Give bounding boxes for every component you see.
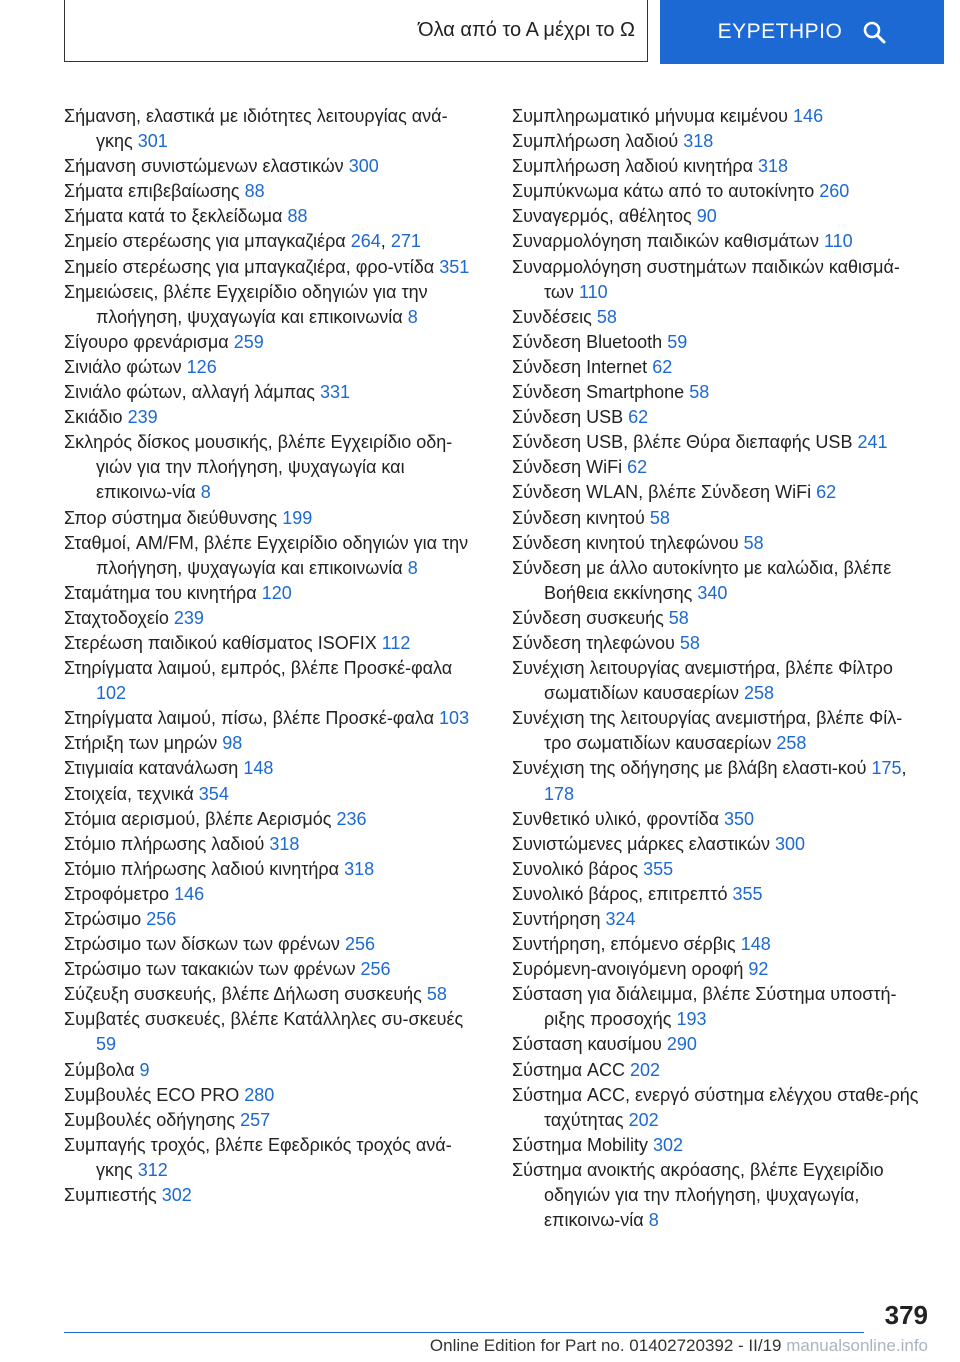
index-entry-text: Στρώσιμο [64, 909, 142, 929]
page-link[interactable]: 264 [350, 231, 381, 252]
index-entry [64, 154, 484, 179]
page-link[interactable]: 354 [198, 783, 229, 804]
index-entry-text: Σύνδεση Smartphone [512, 382, 685, 403]
index-entry-text: Σύζευξη συσκευής, βλέπε Δήλωση συσκευής [64, 984, 422, 1005]
index-entry-text: Συμπλήρωση λαδιού κινητήρα [512, 156, 753, 177]
index-entry [512, 104, 928, 129]
page-link[interactable]: 301 [137, 131, 168, 152]
index-entry [64, 581, 484, 606]
index-entry-text: Σήματα κατά το ξεκλείδωμα [64, 206, 283, 227]
index-entry [512, 832, 928, 857]
index-entry [512, 455, 928, 480]
index-entry-text: Σύστημα ACC [512, 1059, 625, 1080]
index-entry-text: Συνολικό βάρος [512, 858, 639, 879]
index-entry [512, 506, 928, 531]
index-entry-text: Συνιστώμενες μάρκες ελαστικών [512, 833, 771, 854]
index-entry-text: Σύνδεση συσκευής [512, 607, 664, 628]
page-link[interactable]: 256 [360, 959, 391, 980]
page-link[interactable]: 202 [628, 1109, 659, 1130]
page-link[interactable]: 202 [630, 1059, 661, 1080]
index-entry-text: Σύνδεση κινητού τηλεφώνου [512, 532, 739, 553]
index-entry-text: Στοιχεία, τεχνικά [64, 783, 194, 804]
page-number: 379 [884, 1300, 928, 1330]
index-entry [64, 882, 484, 907]
page-link[interactable]: 340 [697, 582, 728, 603]
footer [430, 1336, 928, 1356]
page-link[interactable]: 290 [666, 1034, 697, 1055]
page-link[interactable]: 175 [871, 758, 902, 779]
index-entry-text: Συντήρηση, επόμενο σέρβις [512, 934, 736, 955]
page-link[interactable]: 62 [652, 356, 673, 377]
index-entry-text: Στήριξη των μηρών [64, 733, 218, 754]
index-entry-text: Συναρμολόγηση παιδικών καθισμάτων [512, 231, 819, 252]
index-entry-text: Συνθετικό υλικό, φροντίδα [512, 808, 719, 829]
index-entry [512, 1032, 928, 1057]
index-entry-text: Σύστημα ανοικτής ακρόασης, βλέπε Εγχειρίδιο οδηγιών για την πλοήγηση, ψυχαγωγία, επικοινω-νία [512, 1159, 884, 1231]
index-entry [64, 907, 484, 932]
page-link[interactable]: 239 [173, 607, 204, 628]
index-entry [512, 380, 928, 405]
index-entry [64, 807, 484, 832]
page-link[interactable]: 90 [696, 206, 717, 227]
index-entry [64, 506, 484, 531]
index-entry-text: Συμπληρωματικό μήνυμα κειμένου [512, 106, 789, 126]
tab-index[interactable] [660, 0, 944, 64]
index-column-right [512, 104, 928, 1233]
index-entry-text: Συμβατές συσκευές, βλέπε Κατάλληλες συ-σκευές [64, 1009, 464, 1030]
index-entry-text: Συρόμενη-ανοιγόμενη οροφή [512, 959, 744, 980]
page-link[interactable]: 260 [819, 181, 850, 202]
index-entry [64, 1083, 484, 1108]
index-entry [512, 932, 928, 957]
index-entry-text: Σήμανση συνιστώμενων ελαστικών [64, 156, 344, 177]
page-link[interactable]: 256 [344, 934, 375, 955]
index-entry-text: Σύνδεση USB [512, 407, 624, 428]
page-link[interactable]: 302 [161, 1185, 192, 1206]
index-entry [64, 1108, 484, 1133]
tab-index-label: ΕΥΡΕΤΗΡΙΟ [717, 20, 843, 43]
page-link[interactable]: 318 [683, 131, 714, 152]
page-link[interactable]: 148 [740, 934, 771, 955]
page-link[interactable]: 241 [857, 432, 888, 453]
index-entry-text: Σύνδεση Internet [512, 356, 648, 377]
page-link[interactable]: 257 [240, 1109, 271, 1130]
index-entry-text: Σύνδεση WiFi [512, 457, 623, 478]
index-entry-text: Στρώσιμο των δίσκων των φρένων [64, 934, 340, 955]
page-link[interactable]: 355 [732, 883, 763, 904]
index-entry [512, 229, 928, 254]
index-entry [512, 1058, 928, 1083]
page-link[interactable]: 62 [628, 407, 649, 428]
index-entry [512, 430, 928, 455]
index-entry-text: Στόμιο πλήρωσης λαδιού κινητήρα [64, 858, 340, 879]
index-entry [64, 280, 484, 330]
index-entry [64, 782, 484, 807]
page-link[interactable]: 259 [233, 331, 264, 352]
page-link[interactable]: 280 [244, 1084, 275, 1105]
index-entry [64, 731, 484, 756]
index-entry-text: Σινιάλο φώτων, αλλαγή λάμπας [64, 382, 315, 403]
index-entry [512, 907, 928, 932]
page-link[interactable]: 350 [724, 808, 755, 829]
index-entry [64, 204, 484, 229]
index-entry [64, 756, 484, 781]
index-entry [64, 631, 484, 656]
index-entry [512, 882, 928, 907]
page-link[interactable]: 312 [137, 1159, 168, 1180]
index-entry-text: Σύνδεση τηλεφώνου [512, 632, 675, 653]
index-entry-text: Συμπαγής τροχός, βλέπε Εφεδρικός τροχός ανά-γκης [64, 1134, 452, 1180]
page-link[interactable]: 88 [244, 181, 265, 202]
index-entry-text: Συνδέσεις [512, 306, 592, 327]
index-entry [512, 606, 928, 631]
index-entry-text: Στιγμιαία κατανάλωση [64, 758, 239, 779]
index-entry [64, 1183, 484, 1208]
page-link[interactable]: 98 [222, 733, 243, 754]
index-entry-text: Στηρίγματα λαιμού, εμπρός, βλέπε Προσκέ-φαλα [64, 658, 453, 679]
page-link[interactable]: 58 [668, 607, 689, 628]
index-entry-text: Συναγερμός, αθέλητος [512, 206, 692, 227]
index-entry [512, 556, 928, 606]
page-link[interactable]: 324 [605, 909, 636, 929]
index-entry-text: Σύμβολα [64, 1059, 135, 1080]
index-entry-text: Συνέχιση της λειτουργίας ανεμιστήρα, βλέπε Φίλ-τρο σωματιδίων καυσαερίων [512, 708, 903, 754]
page-link[interactable]: 271 [390, 231, 421, 252]
index-entry [64, 1133, 484, 1183]
index-entry-text: Σημείο στερέωσης για μπαγκαζιέρα [64, 231, 346, 252]
index-entry-text: Σύστημα Mobility [512, 1134, 648, 1155]
index-entry-text: Συνέχιση της οδήγησης με βλάβη ελαστι-κού [512, 758, 867, 779]
index-entry-text: Σκληρός δίσκος μουσικής, βλέπε Εγχειρίδιο οδη-γιών για την πλοήγηση, ψυχαγωγία και επικοινω-νία [64, 432, 453, 503]
tab-alpha-label: Όλα από το Α μέχρι το Ω [418, 19, 635, 41]
index-entry-text: Σύνδεση Bluetooth [512, 331, 663, 352]
index-entry-text: Σημειώσεις, βλέπε Εγχειρίδιο οδηγιών για την πλοήγηση, ψυχαγωγία και επικοινωνία [64, 281, 428, 327]
index-entry [64, 957, 484, 982]
page-link[interactable]: 300 [348, 156, 379, 177]
index-entry-text: Σήμανση, ελαστικά με ιδιότητες λειτουργίας ανά-γκης [64, 106, 448, 152]
page-link[interactable]: 8 [648, 1210, 659, 1231]
page-link[interactable]: 300 [775, 833, 806, 854]
index-entry-text: Συμπλήρωση λαδιού [512, 131, 679, 152]
index-entry [64, 255, 484, 280]
index-entry [512, 631, 928, 656]
page-link[interactable]: 318 [269, 833, 300, 854]
page-link[interactable]: 8 [407, 557, 418, 578]
page-link[interactable]: 58 [679, 632, 700, 653]
page-link[interactable]: 258 [776, 733, 807, 754]
page-link[interactable]: 112 [381, 632, 411, 653]
index-entry-text: Σίγουρο φρενάρισμα [64, 331, 229, 352]
page-link[interactable]: 146 [174, 883, 205, 904]
page-link[interactable]: 351 [439, 256, 470, 277]
page-link[interactable]: 103 [439, 708, 470, 729]
page-link[interactable]: 58 [596, 306, 617, 327]
index-entry [512, 857, 928, 882]
index-entry-text: Στρώσιμο των τακακιών των φρένων [64, 959, 356, 980]
page-link[interactable]: 59 [96, 1034, 117, 1055]
index-entry-text: Σύνδεση WLAN, βλέπε Σύνδεση WiFi [512, 482, 812, 503]
page-link[interactable]: 146 [793, 106, 824, 126]
footer-brand: manualsonline.info [786, 1336, 928, 1355]
page-link[interactable]: 58 [426, 984, 447, 1005]
index-entry [512, 330, 928, 355]
page-link[interactable]: 58 [649, 507, 670, 528]
index-entry-text: Σινιάλο φώτων [64, 356, 182, 377]
page-link[interactable]: 318 [758, 156, 789, 177]
page-link[interactable]: 318 [344, 858, 375, 879]
page-link[interactable]: 8 [200, 482, 211, 503]
index-entry [512, 355, 928, 380]
index-entry [512, 656, 928, 706]
page-link[interactable]: 331 [319, 382, 351, 403]
index-entry [512, 179, 928, 204]
index-entry [64, 606, 484, 631]
index-entry [64, 706, 484, 731]
index-entry-text: Σκιάδιο [64, 407, 123, 428]
index-entry [64, 932, 484, 957]
index-entry-text: Σύνδεση USB, βλέπε Θύρα διεπαφής USB [512, 432, 853, 453]
index-entry-text: Σύνδεση με άλλο αυτοκίνητο με καλώδια, βλέπε Βοήθεια εκκίνησης [512, 557, 892, 603]
index-entry [64, 1058, 484, 1083]
index-entry-text: Στόμια αερισμού, βλέπε Αερισμός [64, 808, 332, 829]
index-entry-text: Σταχτοδοχείο [64, 607, 169, 628]
index-entry [64, 104, 484, 154]
page-link[interactable]: 193 [676, 1009, 707, 1030]
index-entry [64, 380, 484, 405]
index-entry [64, 656, 484, 706]
page-link[interactable]: 120 [261, 582, 292, 603]
index-entry [512, 154, 928, 179]
index-entry [64, 405, 484, 430]
index-entry-text: Σύσταση καυσίμου [512, 1034, 662, 1055]
page-link[interactable]: 256 [146, 909, 177, 929]
index-entry-text: Συνολικό βάρος, επιτρεπτό [512, 883, 728, 904]
index-column-left [64, 104, 484, 1208]
index-entry [512, 255, 928, 305]
index-entry [512, 807, 928, 832]
index-entry-text: Στηρίγματα λαιμού, πίσω, βλέπε Προσκέ-φαλα [64, 708, 435, 729]
index-entry [512, 1133, 928, 1158]
index-entry-text: Συντήρηση [512, 909, 601, 929]
page-link[interactable]: 58 [743, 532, 764, 553]
index-entry [512, 405, 928, 430]
page-link[interactable]: 148 [243, 758, 274, 779]
index-entry-text: Σήματα επιβεβαίωσης [64, 181, 240, 202]
index-entry-text: Σπορ σύστημα διεύθυνσης [64, 507, 278, 528]
page-link[interactable]: 9 [139, 1059, 150, 1080]
index-entry [64, 531, 484, 581]
index-entry-text: Σύστημα ACC, ενεργό σύστημα ελέγχου σταθε-ρής ταχύτητας [512, 1084, 919, 1130]
page-link[interactable]: 59 [667, 331, 688, 352]
index-entry-text: Συνέχιση λειτουργίας ανεμιστήρα, βλέπε Φίλτρο σωματιδίων καυσαερίων [512, 658, 893, 704]
index-entry-text: Στερέωση παιδικού καθίσματος ISOFIX [64, 632, 377, 653]
page-link[interactable]: 355 [643, 858, 674, 879]
page-link[interactable]: 110 [823, 231, 853, 252]
footer-edition: Online Edition for Part no. 01402720392 - II/19 [429, 1336, 782, 1355]
index-entry-text: Συμπύκνωμα κάτω από το αυτοκίνητο [512, 181, 815, 202]
page-link[interactable]: 92 [748, 959, 769, 980]
page-link[interactable]: 8 [407, 306, 418, 327]
index-entry [512, 305, 928, 330]
index-entry [512, 957, 928, 982]
index-entry-text: Συμπιεστής [64, 1185, 157, 1206]
page-link[interactable]: 88 [287, 206, 308, 227]
index-entry-text: Σύσταση για διάλειμμα, βλέπε Σύστημα υποστή-ριξης προσοχής [512, 984, 897, 1030]
tab-alpha-index[interactable] [64, 0, 648, 62]
page-link[interactable]: 178 [544, 783, 575, 804]
index-entry [512, 706, 928, 756]
page-link[interactable]: 62 [627, 457, 648, 478]
page-link[interactable]: 102 [96, 683, 127, 704]
footer-divider [64, 1332, 864, 1333]
index-entry [512, 129, 928, 154]
index-entry: Σημείο στερέωσης για μπαγκαζιέρα 264, 271 [64, 231, 421, 252]
index-entry: Συνέχιση της οδήγησης με βλάβη ελαστι-κού 175, 178 [512, 758, 907, 804]
page-link[interactable]: 126 [186, 356, 217, 377]
page-link[interactable]: 58 [689, 382, 710, 403]
index-entry-text: Σταθμοί, AM/FM, βλέπε Εγχειρίδιο οδηγιών για την πλοήγηση, ψυχαγωγία και επικοινωνία [64, 532, 469, 578]
index-entry-text: Στροφόμετρο [64, 883, 170, 904]
index-entry [512, 1158, 928, 1233]
index-entry-text: Σταμάτημα του κινητήρα [64, 582, 257, 603]
page-link[interactable]: 110 [578, 281, 608, 302]
search-icon [862, 20, 886, 44]
index-entry [512, 480, 928, 505]
index-entry-text: Σύνδεση κινητού [512, 507, 645, 528]
page-link[interactable]: 302 [653, 1134, 684, 1155]
index-entry [64, 1007, 484, 1057]
page-link[interactable]: 236 [336, 808, 367, 829]
index-entry [64, 982, 484, 1007]
page-link[interactable]: 258 [744, 683, 775, 704]
index-entry [512, 204, 928, 229]
index-entry-text: Συναρμολόγηση συστημάτων παιδικών καθισμά-των [512, 256, 900, 302]
index-entry [512, 1083, 928, 1133]
index-entry [512, 982, 928, 1032]
index-entry-text: Συμβουλές ECO PRO [64, 1084, 240, 1105]
page-link[interactable]: 62 [816, 482, 837, 503]
page-link[interactable]: 199 [282, 507, 313, 528]
index-entry [64, 179, 484, 204]
index-entry [64, 355, 484, 380]
index-entry [64, 832, 484, 857]
index-entry-text: Συμβουλές οδήγησης [64, 1109, 236, 1130]
index-entry [64, 857, 484, 882]
index-entry-text: Στόμιο πλήρωσης λαδιού [64, 833, 265, 854]
index-entry [64, 330, 484, 355]
index-entry [64, 430, 484, 505]
index-entry [512, 531, 928, 556]
page-link[interactable]: 239 [127, 407, 158, 428]
index-entry-text: Σημείο στερέωσης για μπαγκαζιέρα, φρο-ντίδα [64, 256, 435, 277]
